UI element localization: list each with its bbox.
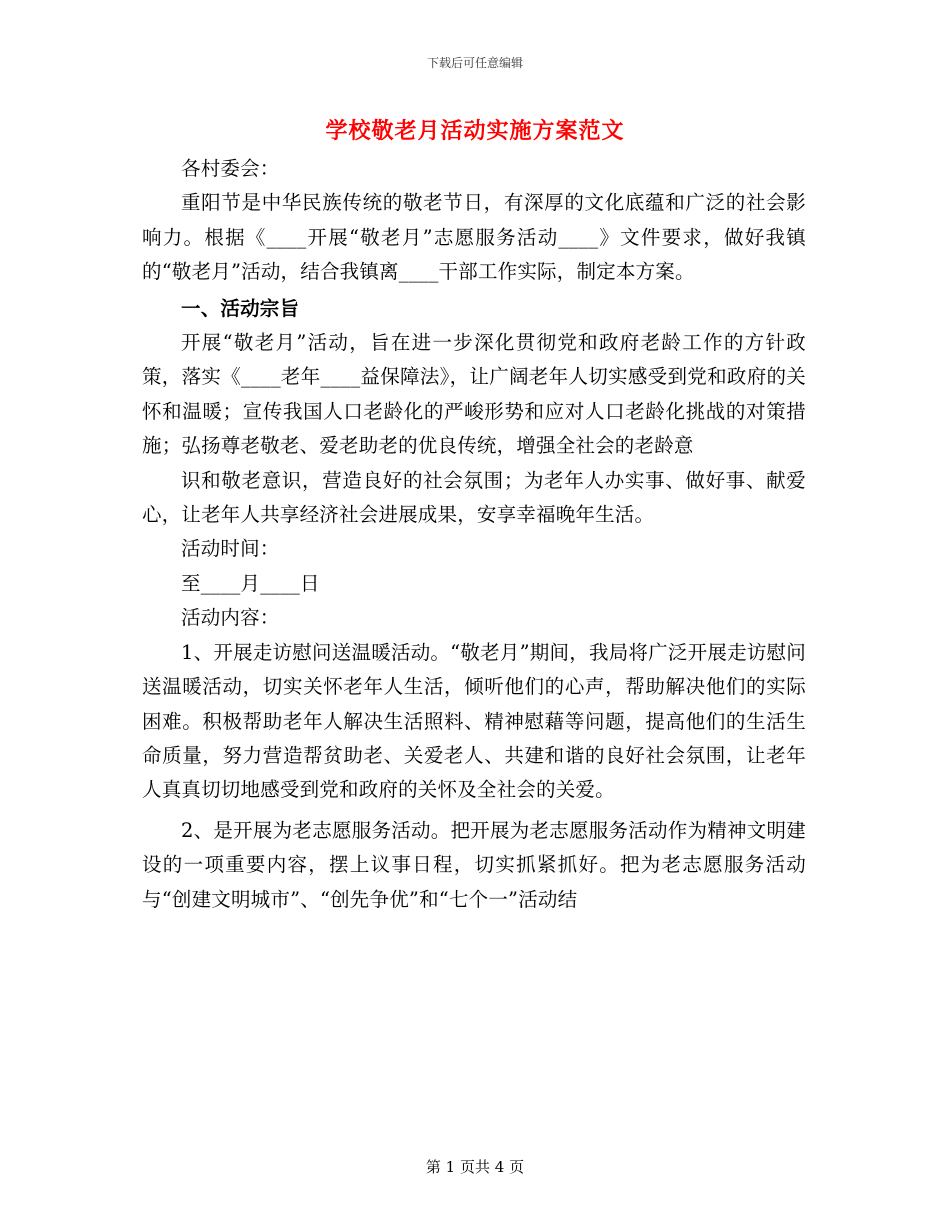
paragraph: 活动时间： xyxy=(181,537,280,561)
paragraph: 至____月____日 xyxy=(181,571,320,595)
paragraph: 重阳节是中华民族传统的敬老节日，有深厚的文化底蕴和广泛的社会影响力。根据《____开展“敬老月”志愿服务活动____》文件要求，做好我镇的“敬老月”活动，结合我镇离____干部工作实际，制定本方案。 xyxy=(142,191,806,284)
paragraph: 活动内容： xyxy=(181,606,280,630)
paragraph: 识和敬老意识，营造良好的社会氛围；为老年人办实事、做好事、献爱心，让老年人共享经济社会进展成果，安享幸福晚年生活。 xyxy=(142,468,806,527)
paragraph: 2、是开展为老志愿服务活动。把开展为老志愿服务活动作为精神文明建设的一项重要内容，摆上议事日程，切实抓紧抓好。把为老志愿服务活动与“创建文明城市”、“创先争优”和“七个一”活动结 xyxy=(142,818,806,911)
header-note: 下载后可任意编辑 xyxy=(426,56,523,70)
section-heading: 一、活动宗旨 xyxy=(181,296,300,320)
paragraph: 各村委会： xyxy=(181,157,280,180)
paragraph: 1、开展走访慰问送温暖活动。“敬老月”期间，我局将广泛开展走访慰问送温暖活动，切实关怀老年人生活，倾听他们的心声，帮助解决他们的实际困难。积极帮助老年人解决生活照料、精神慰藉等问题，提高他们的生活生命质量，努力营造帮贫助老、关爱老人、共建和谐的良好社会氛围，让老年人真真切切地感受到党和政府的关怀及全社会的关爱。 xyxy=(142,640,806,802)
paragraph: 开展“敬老月”活动，旨在进一步深化贯彻党和政府老龄工作的方针政策，落实《____老年____益保障法》，让广阔老年人切实感受到党和政府的关怀和温暖；宣传我国人口老龄化的严峻形势和应对人口老龄化挑战的对策措施；弘扬尊老敬老、爱老助老的优良传统，增强全社会的老龄意 xyxy=(142,331,806,458)
document-body xyxy=(142,152,806,917)
document-title: 学校敬老月活动实施方案范文 xyxy=(325,118,625,144)
page-number-footer: 第 1 页共 4 页 xyxy=(425,1158,525,1176)
